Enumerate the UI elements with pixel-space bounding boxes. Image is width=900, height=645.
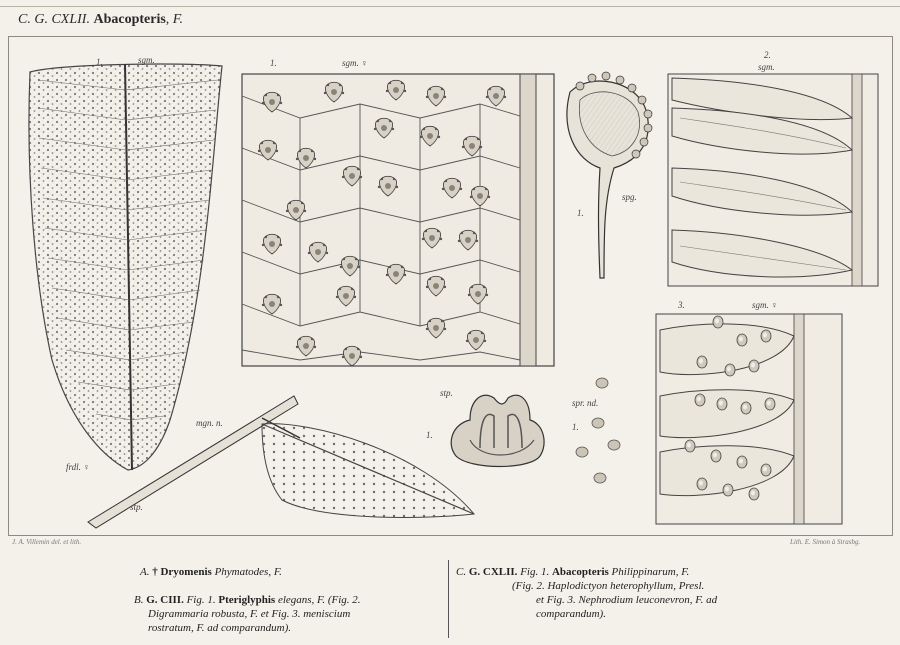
mgn-label: mgn. n. [196,418,223,428]
caption-c-line-3: et Fig. 3. Nephrodium leuconevron, F. ad [536,594,718,606]
pinnae-figure-bottom-right [656,314,842,524]
fig-1-spg-label: spg. [622,192,637,202]
pinnae-figure-top-right [668,74,878,286]
caption-a-cross: † [152,566,158,578]
fig-2-sgm-label: sgm. [758,62,775,72]
caption-c-gen: G. CXLII. [468,566,518,578]
fig-1-sgm-label: sgm. [138,55,155,65]
fig-1-number: 1. [96,57,103,67]
caption-b [134,593,361,635]
caption-c-genus: Abacopteris [551,566,609,578]
caption-b-gen: G. CIII. [146,594,184,606]
stp-section-number: 1. [426,430,433,440]
plate-title-genus: Abacopteris [93,12,166,27]
caption-c-letter: C. [456,566,467,578]
caption-c [456,565,717,621]
frdl-label: frdl. ♀ [66,462,90,472]
fig-3-number: 3. [678,300,685,310]
fig-1-net-sgm-label: sgm. ♀ [342,58,368,68]
caption-c-line-2: (Fig. 2. Haplodictyon heterophyllum, Presl. [512,580,705,592]
caption-a [140,565,282,579]
fig-1-net-number: 1. [270,58,277,68]
fig-2-number: 2. [764,50,771,60]
caption-b-letter: B. [134,594,144,606]
stipe-section-figure [451,395,544,466]
caption-c-line-4: comparandum). [536,608,606,620]
caption-b-fig: Fig. 1. [186,594,216,606]
caption-b-line-2: Digrammaria robusta, F. et Fig. 3. meniscium [148,608,351,620]
vein-network-figure [242,74,554,366]
spore-figure [576,378,620,483]
caption-b-line-3: rostratum, F. ad comparandum). [148,622,292,634]
caption-a-species: Phymatodes, F. [214,566,282,578]
caption-c-line-1 [456,565,717,579]
artist-credit: J. A. Villemin del. et lith. [12,538,82,546]
fig-3-sgm-label: sgm. ♀ [752,300,778,310]
caption-b-line1-rest: elegans, F. (Fig. 2. [277,594,361,606]
caption-b-genus: Pteriglyphis [218,594,276,606]
caption-b-line-1 [134,593,361,607]
caption-a-letter: A. [140,566,150,578]
stp-section-label: stp. [440,388,453,398]
caption-a-genus: Dryomenis [160,566,212,578]
stp-label-bottom: stp. [130,502,143,512]
spores-label: spr. nd. [572,398,599,408]
plate-title-prefix: C. G. CXLII. [18,12,90,27]
caption-c-line1-rest: Philippinarum, F. [611,566,690,578]
plate-title-suffix: , F. [165,12,184,27]
spores-number: 1. [572,422,579,432]
sporangium-figure [567,72,652,278]
caption-c-fig: Fig. 1. [520,566,550,578]
fig-1-sporangium-number: 1. [577,208,584,218]
lithographer-credit: Lith. E. Simon à Strasbg. [790,538,861,546]
caption-divider [448,560,449,638]
